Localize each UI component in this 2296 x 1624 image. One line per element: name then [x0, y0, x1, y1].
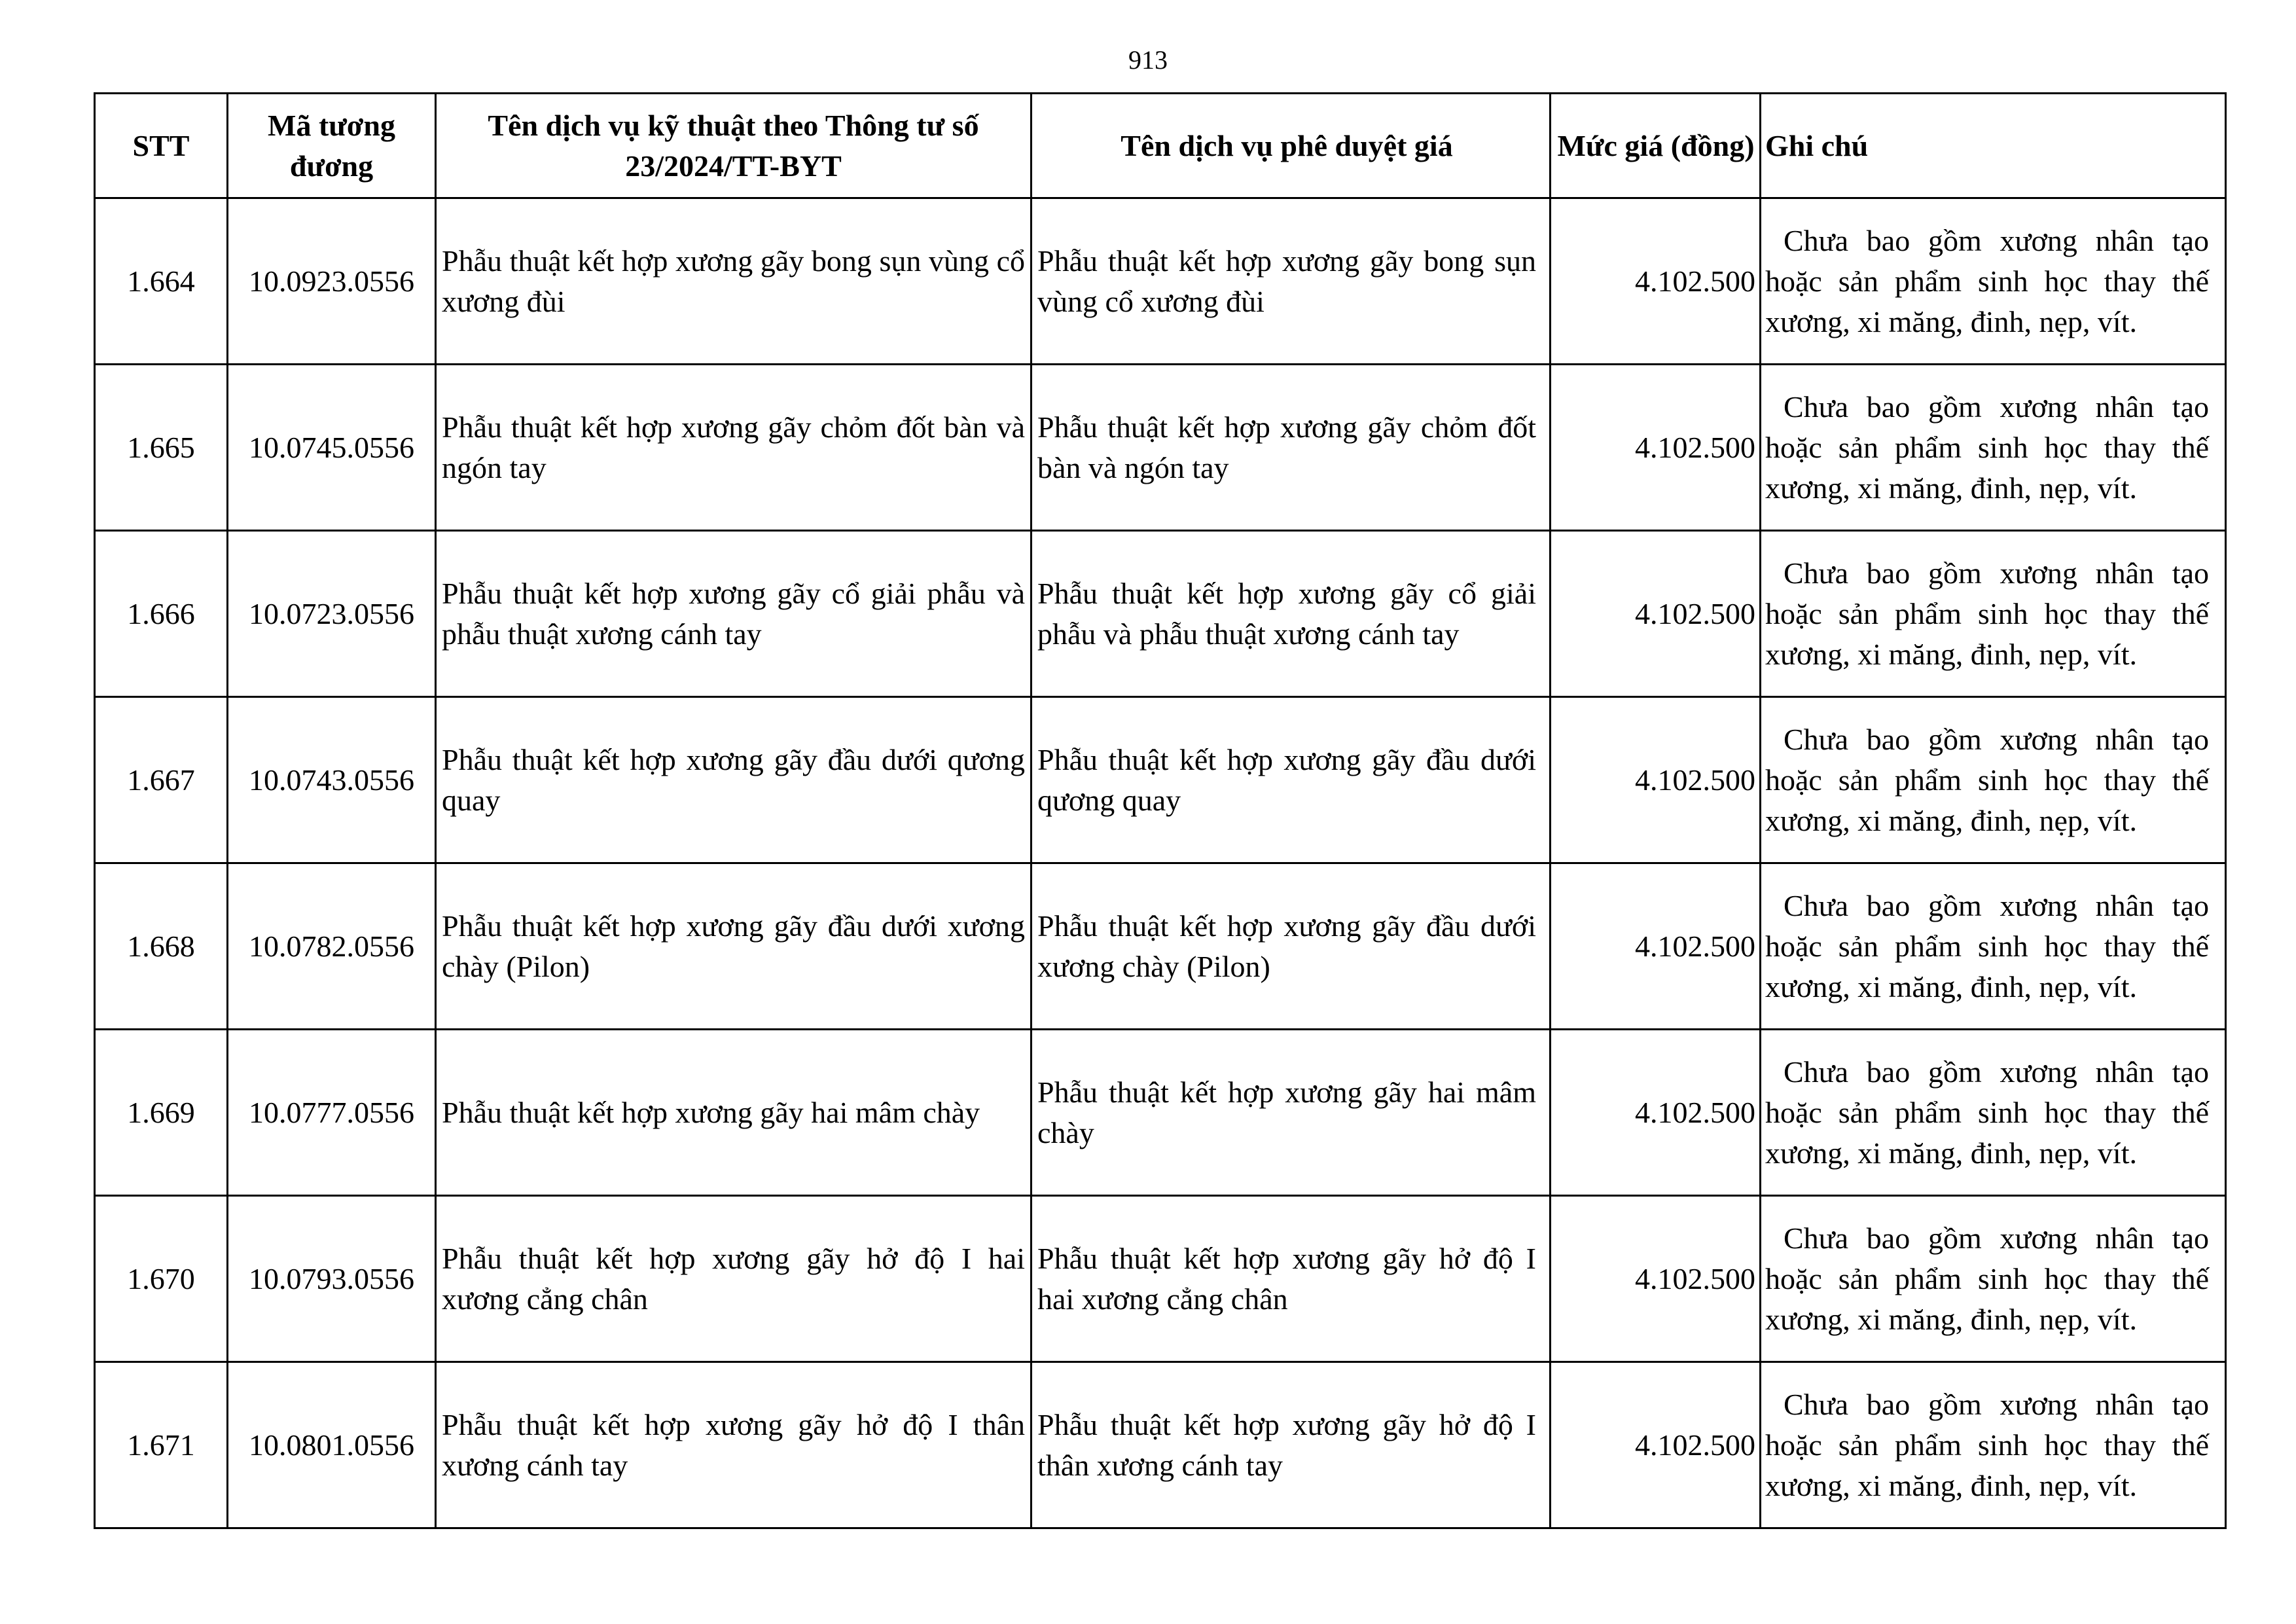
cell-approved-name: Phẫu thuật kết hợp xương gãy cổ giải phẫu và phẫu thuật xương cánh tay [1031, 531, 1551, 697]
cell-approved-name: Phẫu thuật kết hợp xương gãy hai mâm chày [1031, 1030, 1551, 1196]
cell-note [1761, 531, 2226, 697]
header-row [95, 94, 2226, 198]
table-row [95, 365, 2226, 531]
table-row [95, 1362, 2226, 1528]
cell-note [1761, 198, 2226, 365]
table-header [95, 94, 2226, 198]
header-code: Mã tương đương [228, 94, 436, 198]
cell-code: 10.0745.0556 [228, 365, 436, 531]
cell-approved-name: Phẫu thuật kết hợp xương gãy bong sụn vùng cổ xương đùi [1031, 198, 1551, 365]
cell-stt: 1.664 [95, 198, 228, 365]
header-service-name: Tên dịch vụ kỹ thuật theo Thông tư số 23/2024/TT-BYT [436, 94, 1031, 198]
cell-code: 10.0793.0556 [228, 1196, 436, 1362]
cell-price: 4.102.500 [1551, 198, 1761, 365]
cell-note [1761, 365, 2226, 531]
cell-code: 10.0777.0556 [228, 1030, 436, 1196]
cell-approved-name: Phẫu thuật kết hợp xương gãy chỏm đốt bàn và ngón tay [1031, 365, 1551, 531]
cell-service-name: Phẫu thuật kết hợp xương gãy chỏm đốt bàn và ngón tay [436, 365, 1031, 531]
table-row [95, 531, 2226, 697]
cell-service-name: Phẫu thuật kết hợp xương gãy cổ giải phẫu và phẫu thuật xương cánh tay [436, 531, 1031, 697]
cell-note [1761, 1030, 2226, 1196]
cell-code: 10.0743.0556 [228, 697, 436, 863]
cell-stt: 1.671 [95, 1362, 228, 1528]
cell-code: 10.0782.0556 [228, 863, 436, 1030]
header-approved-name: Tên dịch vụ phê duyệt giá [1031, 94, 1551, 198]
cell-price: 4.102.500 [1551, 1196, 1761, 1362]
note-text: Chưa bao gồm xương nhân tạo hoặc sản phẩm sinh học thay thế xương, xi măng, đinh, nẹp, vít. [1765, 1221, 2209, 1336]
header-note: Ghi chú [1761, 94, 2226, 198]
price-table [94, 92, 2227, 1529]
note-text: Chưa bao gồm xương nhân tạo hoặc sản phẩm sinh học thay thế xương, xi măng, đinh, nẹp, vít. [1765, 1387, 2209, 1502]
page-number: 913 [1128, 45, 1168, 75]
table-row [95, 198, 2226, 365]
cell-note [1761, 697, 2226, 863]
note-text: Chưa bao gồm xương nhân tạo hoặc sản phẩm sinh học thay thế xương, xi măng, đinh, nẹp, vít. [1765, 556, 2209, 671]
cell-note [1761, 1362, 2226, 1528]
cell-stt: 1.665 [95, 365, 228, 531]
cell-note [1761, 863, 2226, 1030]
cell-price: 4.102.500 [1551, 1030, 1761, 1196]
header-price: Mức giá (đồng) [1551, 94, 1761, 198]
table-row [95, 1030, 2226, 1196]
cell-approved-name: Phẫu thuật kết hợp xương gãy đầu dưới xương chày (Pilon) [1031, 863, 1551, 1030]
cell-code: 10.0923.0556 [228, 198, 436, 365]
cell-code: 10.0723.0556 [228, 531, 436, 697]
cell-note [1761, 1196, 2226, 1362]
cell-stt: 1.668 [95, 863, 228, 1030]
note-text: Chưa bao gồm xương nhân tạo hoặc sản phẩm sinh học thay thế xương, xi măng, đinh, nẹp, vít. [1765, 722, 2209, 837]
cell-price: 4.102.500 [1551, 863, 1761, 1030]
cell-approved-name: Phẫu thuật kết hợp xương gãy hở độ I hai xương cẳng chân [1031, 1196, 1551, 1362]
cell-stt: 1.669 [95, 1030, 228, 1196]
cell-service-name: Phẫu thuật kết hợp xương gãy bong sụn vùng cổ xương đùi [436, 198, 1031, 365]
table-row [95, 863, 2226, 1030]
cell-service-name: Phẫu thuật kết hợp xương gãy hai mâm chày [436, 1030, 1031, 1196]
cell-stt: 1.667 [95, 697, 228, 863]
note-text: Chưa bao gồm xương nhân tạo hoặc sản phẩm sinh học thay thế xương, xi măng, đinh, nẹp, vít. [1765, 223, 2209, 338]
note-text: Chưa bao gồm xương nhân tạo hoặc sản phẩm sinh học thay thế xương, xi măng, đinh, nẹp, vít. [1765, 389, 2209, 505]
cell-price: 4.102.500 [1551, 697, 1761, 863]
note-text: Chưa bao gồm xương nhân tạo hoặc sản phẩm sinh học thay thế xương, xi măng, đinh, nẹp, vít. [1765, 888, 2209, 1003]
table-row [95, 1196, 2226, 1362]
cell-price: 4.102.500 [1551, 365, 1761, 531]
table-row [95, 697, 2226, 863]
note-text: Chưa bao gồm xương nhân tạo hoặc sản phẩm sinh học thay thế xương, xi măng, đinh, nẹp, vít. [1765, 1055, 2209, 1170]
cell-service-name: Phẫu thuật kết hợp xương gãy hở độ I thân xương cánh tay [436, 1362, 1031, 1528]
cell-stt: 1.670 [95, 1196, 228, 1362]
cell-service-name: Phẫu thuật kết hợp xương gãy đầu dưới qương quay [436, 697, 1031, 863]
cell-approved-name: Phẫu thuật kết hợp xương gãy đầu dưới qương quay [1031, 697, 1551, 863]
table-body [95, 198, 2226, 1528]
cell-approved-name: Phẫu thuật kết hợp xương gãy hở độ I thân xương cánh tay [1031, 1362, 1551, 1528]
cell-price: 4.102.500 [1551, 1362, 1761, 1528]
cell-price: 4.102.500 [1551, 531, 1761, 697]
header-stt: STT [95, 94, 228, 198]
cell-stt: 1.666 [95, 531, 228, 697]
cell-code: 10.0801.0556 [228, 1362, 436, 1528]
cell-service-name: Phẫu thuật kết hợp xương gãy đầu dưới xương chày (Pilon) [436, 863, 1031, 1030]
cell-service-name: Phẫu thuật kết hợp xương gãy hở độ I hai xương cẳng chân [436, 1196, 1031, 1362]
